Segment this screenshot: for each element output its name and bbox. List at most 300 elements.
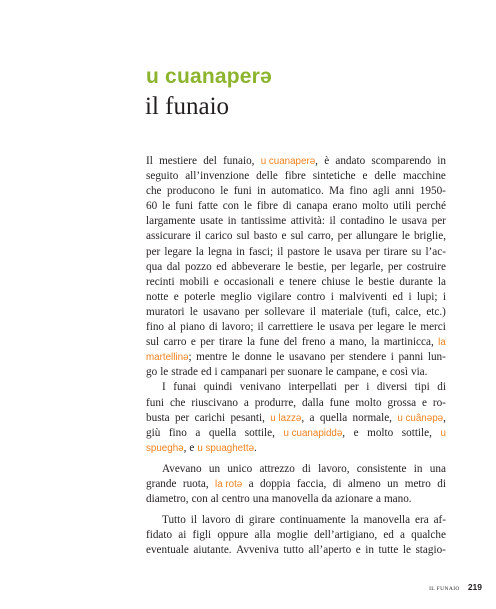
word: per bbox=[270, 366, 285, 379]
token bbox=[285, 260, 293, 275]
token bbox=[325, 365, 333, 380]
token bbox=[240, 380, 281, 395]
token bbox=[378, 543, 398, 558]
token bbox=[222, 320, 254, 335]
token bbox=[373, 184, 390, 199]
token bbox=[256, 169, 278, 184]
word: usate bbox=[200, 215, 224, 228]
word: busta bbox=[146, 411, 170, 424]
word: a bbox=[375, 493, 381, 506]
word: riuscivano bbox=[191, 396, 238, 409]
word: all’aperto bbox=[308, 544, 352, 557]
token bbox=[324, 245, 332, 260]
word: la bbox=[437, 275, 446, 288]
token bbox=[353, 411, 392, 426]
word: perché bbox=[416, 200, 446, 213]
token bbox=[287, 245, 319, 260]
word: producono bbox=[166, 185, 215, 198]
word: manovella bbox=[271, 493, 319, 506]
word: legare bbox=[164, 245, 192, 258]
token bbox=[317, 320, 325, 335]
token bbox=[214, 275, 219, 290]
punctuation: , bbox=[315, 155, 318, 167]
word: su bbox=[411, 245, 422, 258]
token bbox=[235, 513, 244, 528]
word: delle bbox=[256, 170, 278, 183]
word: meglio bbox=[220, 290, 252, 303]
token bbox=[383, 528, 394, 543]
token bbox=[398, 350, 423, 365]
word: la bbox=[371, 336, 380, 349]
word: in bbox=[257, 185, 266, 198]
word: andato bbox=[335, 155, 366, 167]
word: a bbox=[400, 529, 405, 542]
word: giù bbox=[146, 426, 161, 439]
word: usavano bbox=[202, 305, 240, 318]
token bbox=[190, 305, 198, 320]
token bbox=[260, 477, 290, 492]
token bbox=[411, 245, 421, 260]
token bbox=[236, 245, 245, 260]
word: fune bbox=[259, 336, 280, 349]
word: notte bbox=[146, 290, 169, 303]
token bbox=[191, 335, 196, 350]
token bbox=[280, 513, 346, 528]
word: agli bbox=[372, 185, 390, 198]
token bbox=[159, 154, 197, 169]
token bbox=[365, 245, 379, 260]
word: i bbox=[390, 351, 394, 364]
word: il bbox=[309, 305, 317, 318]
word: qualche bbox=[411, 529, 446, 542]
token bbox=[333, 477, 342, 492]
word: erano bbox=[332, 200, 358, 213]
word: malviventi bbox=[339, 290, 388, 303]
token bbox=[146, 350, 192, 365]
text-line bbox=[146, 275, 446, 290]
token bbox=[371, 335, 379, 350]
token bbox=[162, 513, 186, 528]
token bbox=[146, 396, 164, 411]
punctuation: , bbox=[183, 441, 187, 454]
word: per bbox=[344, 381, 359, 394]
word: il bbox=[257, 321, 264, 334]
word: sottile, bbox=[244, 426, 275, 439]
text-line bbox=[146, 441, 446, 456]
word: del bbox=[283, 336, 298, 349]
token bbox=[417, 290, 438, 305]
text-line bbox=[146, 199, 446, 214]
token bbox=[231, 260, 280, 275]
word: allungare bbox=[356, 230, 398, 243]
token bbox=[215, 477, 242, 492]
token bbox=[288, 380, 336, 395]
token bbox=[426, 305, 446, 320]
word: tantissime bbox=[240, 215, 287, 228]
word: in bbox=[413, 462, 423, 475]
token bbox=[414, 229, 446, 244]
token bbox=[387, 396, 416, 411]
word: il bbox=[190, 514, 197, 527]
page-title: il funaio bbox=[145, 93, 230, 120]
word: usava bbox=[335, 245, 362, 258]
token bbox=[437, 380, 446, 395]
token bbox=[285, 169, 306, 184]
token bbox=[200, 214, 223, 229]
word: recinti bbox=[146, 275, 175, 288]
token bbox=[289, 275, 316, 290]
text-line bbox=[146, 513, 446, 528]
token bbox=[203, 305, 240, 320]
word: alla bbox=[254, 529, 271, 542]
token bbox=[402, 214, 427, 229]
token bbox=[277, 528, 308, 543]
word: quella bbox=[319, 411, 348, 424]
text-line bbox=[146, 350, 446, 365]
word: i bbox=[366, 381, 370, 394]
word: grossa bbox=[387, 396, 417, 409]
token bbox=[283, 543, 304, 558]
token bbox=[185, 260, 212, 275]
punctuation: . bbox=[254, 441, 257, 454]
token bbox=[425, 245, 446, 260]
token bbox=[146, 528, 172, 543]
token bbox=[297, 290, 326, 305]
token bbox=[202, 513, 231, 528]
token bbox=[234, 184, 252, 199]
word: carrettiere bbox=[267, 321, 314, 334]
word: funi bbox=[146, 396, 165, 409]
word: doppia bbox=[260, 477, 291, 490]
word: muratori bbox=[146, 305, 185, 318]
token bbox=[205, 229, 232, 244]
text-line bbox=[146, 260, 446, 275]
text-line bbox=[146, 245, 446, 260]
token bbox=[330, 335, 335, 350]
token bbox=[382, 365, 387, 380]
word: piano bbox=[180, 321, 205, 334]
token bbox=[310, 305, 316, 320]
word: fune bbox=[329, 396, 350, 409]
token bbox=[249, 513, 275, 528]
token bbox=[438, 335, 446, 350]
token bbox=[164, 245, 191, 260]
token bbox=[270, 411, 304, 426]
token bbox=[348, 477, 381, 492]
dialect-term: u lazzə bbox=[270, 412, 302, 424]
word: le bbox=[325, 366, 334, 379]
token bbox=[277, 245, 283, 260]
word: centro bbox=[221, 493, 250, 506]
word: stendere bbox=[348, 351, 387, 364]
word: la bbox=[195, 245, 204, 258]
text-line bbox=[146, 169, 446, 184]
token bbox=[395, 305, 421, 320]
token bbox=[219, 335, 243, 350]
token bbox=[228, 214, 237, 229]
word: diametro, bbox=[146, 493, 189, 506]
word: le bbox=[402, 544, 411, 557]
token bbox=[268, 320, 313, 335]
token bbox=[351, 513, 359, 528]
word: e bbox=[213, 275, 219, 288]
token bbox=[384, 245, 408, 260]
token bbox=[200, 335, 214, 350]
word: per bbox=[365, 245, 380, 258]
word: tutte bbox=[378, 544, 399, 557]
token bbox=[420, 320, 445, 335]
running-header-label: IL FUNAIO bbox=[429, 586, 460, 592]
token bbox=[185, 169, 249, 184]
token bbox=[282, 229, 287, 244]
punctuation: , bbox=[301, 411, 305, 424]
token bbox=[146, 492, 189, 507]
word: legna bbox=[207, 245, 233, 258]
word: 60 bbox=[146, 200, 158, 213]
token bbox=[296, 199, 327, 214]
text-line bbox=[146, 380, 446, 395]
token bbox=[220, 184, 228, 199]
word: sul bbox=[146, 336, 160, 349]
word: usava bbox=[329, 321, 355, 334]
word: venivano bbox=[239, 381, 281, 394]
word: per bbox=[358, 321, 373, 334]
word: legarle, bbox=[350, 260, 384, 273]
word: di bbox=[209, 321, 218, 334]
word: oppure bbox=[217, 529, 249, 542]
token bbox=[392, 290, 403, 305]
word: le bbox=[401, 230, 410, 243]
token bbox=[146, 441, 186, 456]
token bbox=[249, 477, 254, 492]
word: carico bbox=[205, 230, 233, 243]
word: mentre bbox=[196, 351, 228, 364]
word: le bbox=[285, 260, 294, 273]
token bbox=[146, 290, 168, 305]
dialect-term: u bbox=[440, 427, 446, 439]
word: Tutto bbox=[162, 514, 186, 527]
token bbox=[332, 199, 357, 214]
word: e bbox=[381, 366, 387, 379]
word: scomparendo bbox=[371, 155, 432, 167]
word: canapa bbox=[296, 200, 328, 213]
text-line bbox=[146, 543, 446, 558]
token bbox=[163, 335, 186, 350]
word: molto bbox=[362, 200, 389, 213]
word: una bbox=[252, 493, 269, 506]
word: i bbox=[330, 290, 334, 303]
token bbox=[209, 426, 236, 441]
word: che bbox=[146, 185, 162, 198]
word: di bbox=[332, 477, 342, 490]
token bbox=[330, 214, 336, 229]
word: attività: bbox=[290, 215, 325, 228]
word: anni bbox=[395, 185, 415, 198]
word: macchine bbox=[403, 170, 446, 183]
token bbox=[438, 275, 446, 290]
word: Avveniva bbox=[236, 544, 279, 557]
token bbox=[289, 350, 326, 365]
token bbox=[428, 350, 446, 365]
word: i bbox=[442, 290, 446, 303]
token bbox=[146, 411, 170, 426]
word: il bbox=[329, 215, 336, 228]
token bbox=[284, 335, 298, 350]
word: figli bbox=[192, 529, 212, 542]
word: da bbox=[321, 493, 333, 506]
word: in bbox=[227, 215, 237, 228]
token bbox=[195, 229, 201, 244]
word: via. bbox=[410, 366, 428, 379]
token bbox=[204, 380, 233, 395]
token bbox=[366, 380, 369, 395]
token bbox=[230, 411, 265, 426]
token bbox=[146, 214, 196, 229]
token bbox=[395, 184, 414, 199]
token bbox=[146, 184, 162, 199]
dialect-term: u cuanaperə bbox=[260, 156, 316, 167]
token bbox=[283, 426, 345, 441]
token bbox=[355, 396, 381, 411]
word: go bbox=[146, 366, 158, 379]
token bbox=[411, 365, 427, 380]
word: almeno bbox=[347, 477, 381, 490]
token bbox=[363, 169, 368, 184]
token bbox=[331, 290, 334, 305]
word: strade bbox=[171, 366, 198, 379]
token bbox=[356, 543, 361, 558]
word: le bbox=[231, 351, 240, 364]
token bbox=[241, 214, 286, 229]
text-line bbox=[146, 492, 446, 507]
word: e bbox=[173, 290, 179, 303]
token bbox=[384, 492, 412, 507]
word: molto bbox=[355, 396, 382, 409]
word: sul bbox=[236, 230, 250, 243]
token bbox=[146, 260, 162, 275]
word: martinicca, bbox=[383, 336, 434, 349]
token bbox=[357, 462, 407, 477]
word: tirare bbox=[218, 336, 243, 349]
word: e bbox=[279, 275, 285, 288]
word: carichi bbox=[194, 411, 226, 424]
token bbox=[253, 492, 269, 507]
word: le bbox=[220, 185, 229, 198]
word: una bbox=[429, 462, 446, 475]
token bbox=[170, 396, 186, 411]
token bbox=[308, 543, 351, 558]
token bbox=[390, 365, 408, 380]
word: in bbox=[365, 544, 374, 557]
word: largamente bbox=[146, 215, 196, 228]
token bbox=[272, 492, 319, 507]
word: unico bbox=[227, 462, 253, 475]
token bbox=[215, 365, 218, 380]
token bbox=[232, 350, 240, 365]
token bbox=[146, 199, 157, 214]
token bbox=[397, 411, 446, 426]
token bbox=[338, 229, 352, 244]
token bbox=[247, 335, 255, 350]
punctuation: , bbox=[342, 426, 346, 439]
word: di bbox=[235, 514, 244, 527]
token bbox=[175, 199, 193, 214]
token bbox=[146, 275, 175, 290]
token bbox=[223, 154, 254, 169]
word: bestie bbox=[368, 275, 395, 288]
token bbox=[321, 275, 350, 290]
word: fino bbox=[349, 185, 368, 198]
token bbox=[400, 528, 405, 543]
word: legare bbox=[376, 321, 405, 334]
word: le bbox=[408, 321, 417, 334]
word: l’ac- bbox=[425, 245, 446, 258]
token bbox=[402, 426, 432, 441]
token bbox=[408, 290, 411, 305]
token bbox=[314, 528, 377, 543]
word: funaio, bbox=[223, 155, 255, 167]
text-line bbox=[146, 320, 446, 335]
token bbox=[374, 169, 396, 184]
word: per bbox=[200, 336, 215, 349]
token bbox=[349, 350, 386, 365]
word: basto bbox=[253, 230, 278, 243]
word: usavano bbox=[288, 351, 326, 364]
token bbox=[193, 543, 231, 558]
token bbox=[209, 320, 218, 335]
word: ruota, bbox=[182, 477, 209, 490]
text-line bbox=[146, 426, 446, 441]
token bbox=[384, 335, 434, 350]
token bbox=[377, 380, 407, 395]
dialect-term: u cuânəpə bbox=[397, 412, 444, 424]
token bbox=[171, 365, 198, 380]
word: sintetiche bbox=[312, 170, 356, 183]
token bbox=[298, 260, 327, 275]
token bbox=[146, 305, 185, 320]
token bbox=[276, 350, 284, 365]
token bbox=[354, 426, 359, 441]
word: la bbox=[246, 336, 256, 349]
token bbox=[191, 396, 238, 411]
word: ro- bbox=[432, 396, 446, 409]
token bbox=[279, 275, 284, 290]
body-text bbox=[146, 154, 446, 558]
word: Ma bbox=[329, 185, 345, 198]
token bbox=[195, 411, 225, 426]
word: e bbox=[189, 441, 195, 454]
token bbox=[180, 275, 209, 290]
token bbox=[355, 275, 363, 290]
token bbox=[291, 214, 325, 229]
token bbox=[336, 365, 379, 380]
text-line bbox=[146, 477, 446, 492]
token bbox=[146, 245, 160, 260]
text-line bbox=[146, 396, 446, 411]
token bbox=[336, 245, 361, 260]
token bbox=[255, 396, 296, 411]
word: ed bbox=[383, 529, 394, 542]
page-footer bbox=[429, 582, 482, 592]
token bbox=[244, 199, 252, 214]
token bbox=[324, 154, 329, 169]
token bbox=[420, 184, 446, 199]
token bbox=[203, 154, 217, 169]
word: delle bbox=[374, 170, 397, 183]
token bbox=[377, 320, 404, 335]
token bbox=[320, 411, 347, 426]
word: contro bbox=[296, 290, 326, 303]
